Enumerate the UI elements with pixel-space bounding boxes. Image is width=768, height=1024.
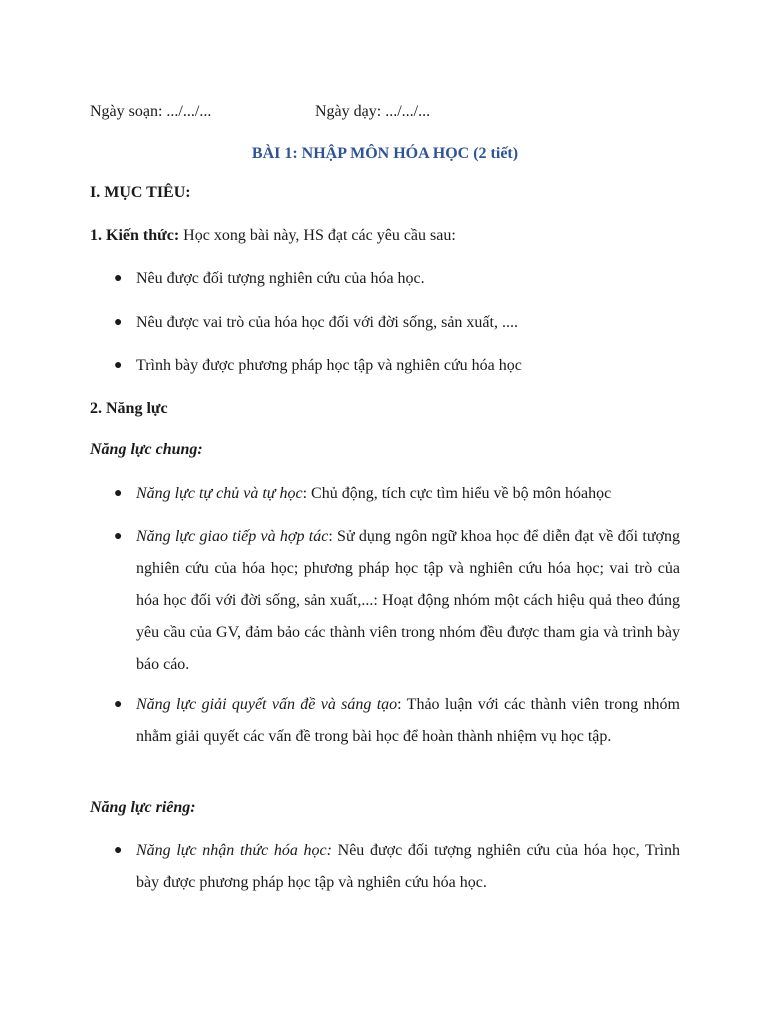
item-text: : Sử dụng ngôn ngữ khoa học để diễn đạt về đối tượng nghiên cứu của hóa học; phương pháp học tập và nghiên cứu hóa học; vai trò của hóa học đối với đời sống, sản xuất,...: Hoạt động nhóm một cách hiệu quả theo đúng yêu cầu của GV, đảm bảo các thành viên trong nhóm đều được tham gia và trình bày báo cáo.: [136, 528, 680, 673]
knowledge-label: 1. Kiến thức:: [90, 227, 180, 244]
bullet-icon: ●: [114, 315, 123, 330]
lesson-title: BÀI 1: NHẬP MÔN HÓA HỌC (2 tiết): [251, 145, 519, 162]
knowledge-intro: Học xong bài này, HS đạt các yêu cầu sau:: [179, 227, 456, 244]
list-item-text: Nêu được đối tượng nghiên cứu của hóa học.: [136, 270, 425, 287]
list-item-text: [136, 689, 680, 753]
item-text: : Thảo luận với các thành viên trong nhóm nhằm giải quyết các vấn đề trong bài học để hoàn thành nhiệm vụ học tập.: [136, 696, 680, 745]
bullet-icon: ●: [114, 486, 123, 501]
knowledge-line: [90, 225, 680, 247]
item-text: : Chủ động, tích cực tìm hiểu về bộ môn hóahọc: [302, 485, 612, 502]
bullet-icon: ●: [114, 529, 123, 544]
list-item-text: [136, 835, 680, 899]
date-row: [90, 101, 680, 123]
item-label: Năng lực giải quyết vấn đề và sáng tạo: [136, 696, 398, 713]
item-label: Năng lực tự chủ và tự học: [136, 485, 303, 502]
competence-heading: 2. Năng lực: [90, 400, 168, 417]
list-item-text: Nêu được vai trò của hóa học đối với đời sống, sản xuất, ....: [136, 314, 518, 331]
date-prepared: Ngày soạn: .../.../...: [90, 103, 212, 120]
list-item-text: [136, 521, 680, 681]
list-item-text: Trình bày được phương pháp học tập và nghiên cứu hóa học: [136, 357, 522, 374]
bullet-icon: ●: [114, 271, 123, 286]
item-text: Nêu được đối tượng nghiên cứu của hóa học, Trình bày được phương pháp học tập và nghiên cứu hóa học.: [136, 842, 680, 891]
bullet-icon: ●: [114, 358, 123, 373]
item-label: Năng lực giao tiếp và hợp tác: [136, 528, 329, 545]
bullet-icon: ●: [114, 843, 123, 858]
bullet-icon: ●: [114, 697, 123, 712]
specific-competence-heading: Năng lực riêng:: [90, 799, 196, 816]
item-label: Năng lực nhận thức hóa học:: [136, 842, 332, 859]
objectives-heading: I. MỤC TIÊU:: [90, 184, 191, 201]
general-competence-heading: Năng lực chung:: [90, 441, 203, 458]
list-item-text: [136, 478, 680, 510]
date-taught: Ngày dạy: .../.../...: [315, 103, 431, 120]
